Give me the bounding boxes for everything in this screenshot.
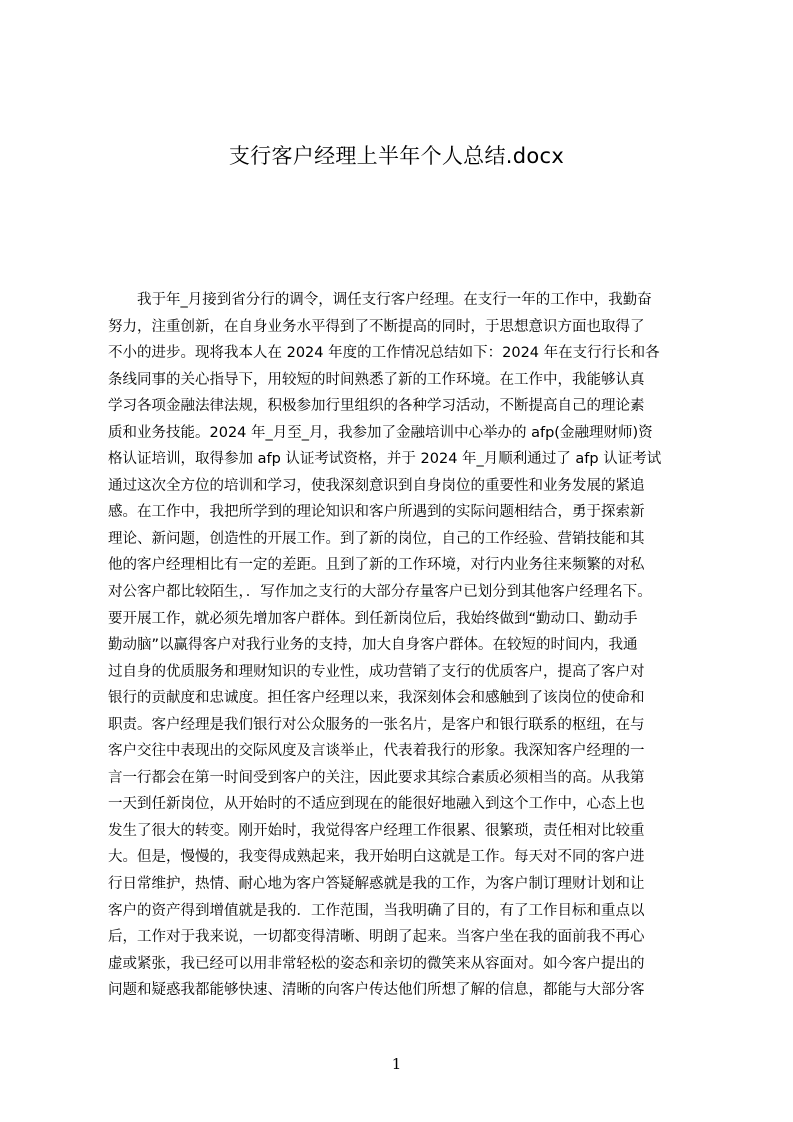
body-line: 不小的进步。现将我本人在 2024 年度的工作情况总结如下：2024 年在支行行长和各 xyxy=(108,345,660,362)
body-line: 银行的贡献度和忠诚度。担任客户经理以来，我深刻体会和感触到了该岗位的使命和 xyxy=(108,690,645,707)
body-line: 勤动脑”以赢得客户对我行业务的支持，加大自身客户群体。在较短的时间内，我通 xyxy=(108,637,638,654)
body-line: 他的客户经理相比有一定的差距。且到了新的工作环境，对行内业务往来频繁的对私 xyxy=(108,557,645,574)
body-line: 理论、新问题，创造性的开展工作。到了新的岗位，自己的工作经验、营销技能和其 xyxy=(108,530,645,547)
body-line: 通过这次全方位的培训和学习，使我深刻意识到自身岗位的重要性和业务发展的紧追 xyxy=(108,477,645,494)
body-line: 行日常维护，热情、耐心地为客户答疑解惑就是我的工作，为客户制订理财计划和让 xyxy=(108,876,645,893)
body-line: 客户的资产得到增值就是我的．工作范围，当我明确了目的，有了工作目标和重点以 xyxy=(108,902,645,919)
body-line: 质和业务技能。2024 年_月至_月，我参加了金融培训中心举办的 afp(金融理财师)资 xyxy=(108,424,653,441)
body-line: 对公客户都比较陌生，．写作加之支行的大部分存量客户已划分到其他客户经理名下。 xyxy=(108,584,652,601)
body-line: 问题和疑惑我都能够快速、清晰的向客户传达他们所想了解的信息，都能与大部分客 xyxy=(108,982,645,999)
body-line: 职责。客户经理是我们银行对公众服务的一张名片，是客户和银行联系的枢纽，在与 xyxy=(108,716,645,733)
body-line: 条线同事的关心指导下，用较短的时间熟悉了新的工作环境。在工作中，我能够认真 xyxy=(108,371,645,388)
body-line: 大。但是，慢慢的，我变得成熟起来，我开始明白这就是工作。每天对不同的客户进 xyxy=(108,849,645,866)
body-line: 发生了很大的转变。刚开始时，我觉得客户经理工作很累、很繁琐，责任相对比较重 xyxy=(108,822,645,839)
body-line: 感。在工作中，我把所学到的理论知识和客户所遇到的实际问题相结合，勇于探索新 xyxy=(108,504,645,521)
body-line: 后，工作对于我来说，一切都变得清晰、明朗了起来。当客户坐在我的面前我不再心 xyxy=(108,929,645,946)
body-line: 客户交往中表现出的交际风度及言谈举止，代表着我行的形象。我深知客户经理的一 xyxy=(108,743,645,760)
document-body xyxy=(108,287,698,1004)
body-line: 言一行都会在第一时间受到客户的关注，因此要求其综合素质必须相当的高。从我第 xyxy=(108,769,645,786)
body-line: 努力，注重创新，在自身业务水平得到了不断提高的同时，于思想意识方面也取得了 xyxy=(108,318,645,335)
page-number: 1 xyxy=(391,1055,402,1073)
body-line: 我于年_月接到省分行的调令，调任支行客户经理。在支行一年的工作中，我勤奋 xyxy=(137,292,652,308)
document-title: 支行客户经理上半年个人总结.docx xyxy=(228,144,565,168)
body-line: 学习各项金融法律法规，积极参加行里组织的各种学习活动，不断提高自己的理论素 xyxy=(108,398,645,415)
body-line: 一天到任新岗位，从开始时的不适应到现在的能很好地融入到这个工作中，心态上也 xyxy=(108,796,645,813)
body-line: 格认证培训，取得参加 afp 认证考试资格，并于 2024 年_月顺利通过了 afp 认证考试 xyxy=(108,451,662,468)
body-line: 虚或紧张，我已经可以用非常轻松的姿态和亲切的微笑来从容面对。如今客户提出的 xyxy=(108,955,645,972)
body-line: 过自身的优质服务和理财知识的专业性，成功营销了支行的优质客户，提高了客户对 xyxy=(108,663,645,680)
body-line: 要开展工作，就必须先增加客户群体。到任新岗位后，我始终做到“勤动口、勤动手 xyxy=(108,610,638,627)
